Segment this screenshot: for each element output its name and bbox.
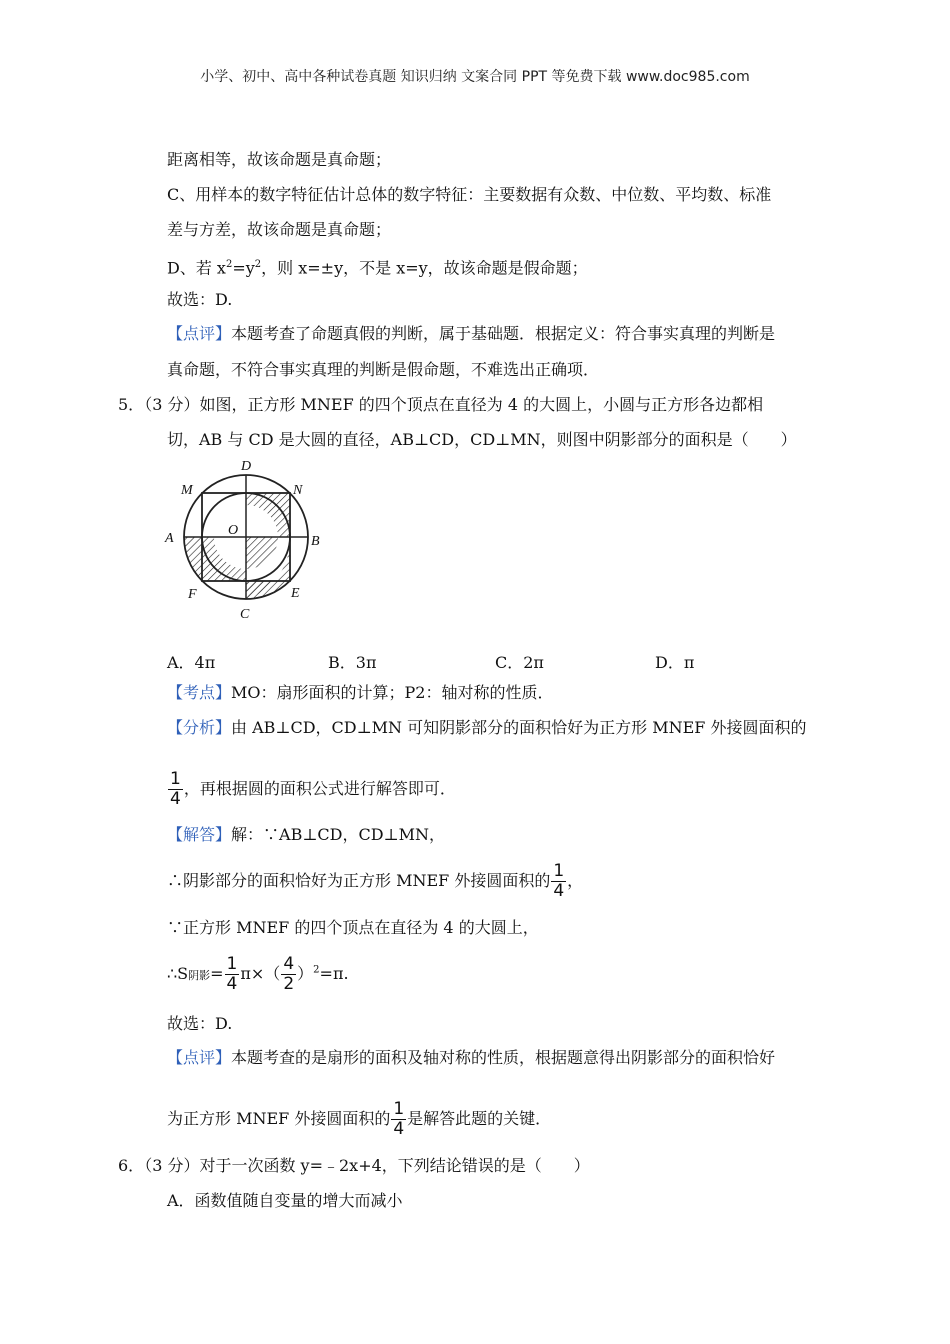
q5-jieda-line-4: ∴S阴影= $\frac{1}{4}$ π×（ $\frac{4}{2}$ ）$^2$=π. [167,954,349,994]
prev-review-line-1: 【点评】本题考查了命题真假的判断，属于基础题．根据定义：符合事实真理的判断是 [167,324,776,343]
fraction-1-4: $\frac{1}{4}$ [553,861,565,901]
q5-fenxi-line-2: $\frac{1}{4}$ ，再根据圆的面积公式进行解答即可． [170,769,456,809]
q5-stem-line-2: 切，AB 与 CD 是大圆的直径，AB⊥CD，CD⊥MN，则图中阴影部分的面积是（ ） [167,430,797,449]
q5-review-line-2: 为正方形 MNEF 外接圆面积的 $\frac{1}{4}$ 是解答此题的关键． [167,1099,552,1139]
q5-jieda-line-1: 【解答】解：∵AB⊥CD，CD⊥MN， [167,825,445,844]
label-O: O [228,523,239,538]
q6-option-a: A．函数值随自变量的增大而减小 [167,1191,403,1210]
label-F: F [188,587,197,602]
prev-line-1: 距离相等，故该命题是真命题； [167,150,392,169]
label-M: M [181,483,193,498]
q5-stem-line-1: 5．（3 分）如图，正方形 MNEF 的四个顶点在直径为 4 的大圆上，小圆与正方形各边都相 [118,395,764,414]
q5-option-c: C．2π [495,653,544,672]
q5-jieda-line-2: ∴阴影部分的面积恰好为正方形 MNEF 外接圆面积的 $\frac{1}{4}$ ， [167,861,584,901]
prev-review-line-2: 真命题，不符合事实真理的判断是假命题，不难选出正确项． [167,360,600,379]
label-B: B [311,534,320,549]
fraction-4-2: $\frac{4}{2}$ [283,954,295,994]
label-A: A [165,531,174,546]
q5-answer: 故选：D. [167,1014,233,1033]
review-tag: 【点评】 [167,324,232,343]
q5-option-a: A．4π [167,653,216,672]
q5-fenxi-line-1: 【分析】由 AB⊥CD，CD⊥MN 可知阴影部分的面积恰好为正方形 MNEF 外接圆面积的 [167,718,807,737]
prev-answer: 故选：D. [167,290,233,309]
label-N: N [293,483,303,498]
q5-jieda-line-3: ∵正方形 MNEF 的四个顶点在直径为 4 的大圆上， [167,918,539,937]
label-C: C [240,607,250,622]
prev-line-4: D、若 $x^2=y^2$，则 x=±y，不是 x=y，故该命题是假命题； [167,258,588,278]
q5-kaodian: 【考点】MO：扇形面积的计算；P2：轴对称的性质． [167,683,554,702]
q5-review-line-1: 【点评】本题考查的是扇形的面积及轴对称的性质，根据题意得出阴影部分的面积恰好 [167,1048,776,1067]
fraction-1-4: $\frac{1}{4}$ [170,769,181,809]
label-E: E [291,586,300,601]
q5-geometry-figure [162,456,332,626]
page-header: 小学、初中、高中各种试卷真题 知识归纳 文案合同 PPT 等免费下载 www.doc985.com [200,69,750,85]
label-D: D [241,459,252,474]
q6-stem: 6．（3 分）对于一次函数 y=﹣2x+4，下列结论错误的是（ ） [118,1156,590,1175]
q5-option-d: D．π [655,653,695,672]
prev-line-2: C、用样本的数字特征估计总体的数字特征：主要数据有众数、中位数、平均数、标准 [167,185,772,204]
q5-option-b: B．3π [328,653,377,672]
fraction-1-4: $\frac{1}{4}$ [226,954,238,994]
prev-line-3: 差与方差，故该命题是真命题； [167,220,392,239]
fraction-1-4: $\frac{1}{4}$ [393,1099,405,1139]
